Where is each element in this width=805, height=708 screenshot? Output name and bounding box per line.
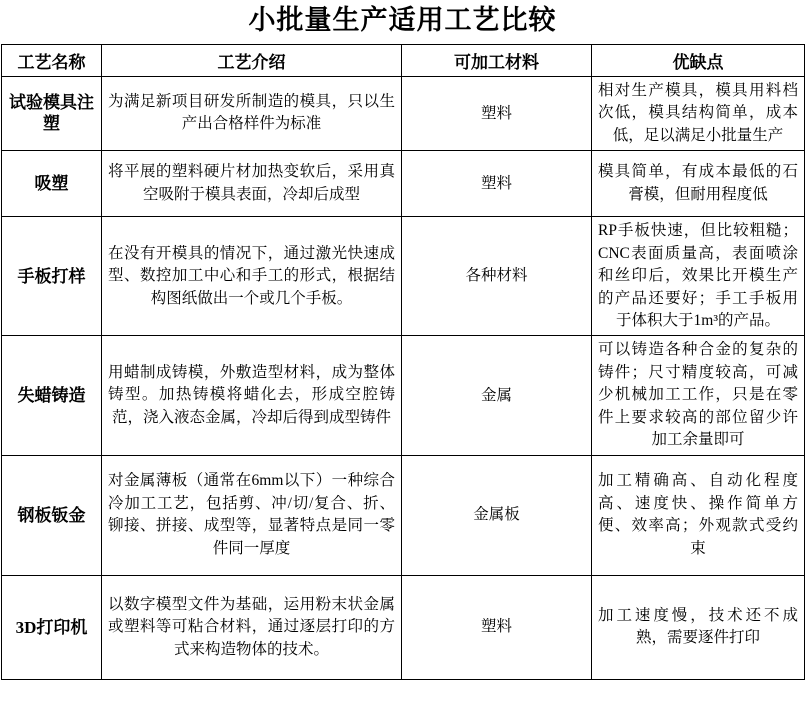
table-row bbox=[2, 575, 805, 679]
table-row bbox=[2, 336, 805, 455]
cell-process-name: 手板打样 bbox=[2, 217, 102, 336]
cell-pros-cons: RP手板快速，但比较粗糙；CNC表面质量高，表面喷涂和丝印后，效果比开模生产的产品还要好；手工手板用于体积大于1m³的产品。 bbox=[592, 217, 805, 336]
cell-pros-cons: 相对生产模具，模具用料档次低，模具结构简单，成本低，足以满足小批量生产 bbox=[592, 76, 805, 150]
cell-process-intro: 在没有开模具的情况下，通过激光快速成型、数控加工中心和手工的形式，根据结构图纸做出一个或几个手板。 bbox=[102, 217, 402, 336]
cell-pros-cons: 可以铸造各种合金的复杂的铸件；尺寸精度较高，可减少机械加工工作，只是在零件上要求较高的部位留少许加工余量即可 bbox=[592, 336, 805, 455]
page-title: 小批量生产适用工艺比较 bbox=[248, 5, 557, 35]
cell-process-intro: 为满足新项目研发所制造的模具，只以生产出合格样件为标准 bbox=[102, 76, 402, 150]
table-header bbox=[2, 44, 805, 76]
table-header-row bbox=[2, 44, 805, 76]
process-comparison-table bbox=[1, 44, 805, 680]
table-row bbox=[2, 76, 805, 150]
cell-material: 各种材料 bbox=[402, 217, 592, 336]
cell-process-name: 吸塑 bbox=[2, 151, 102, 217]
column-header-process-name: 工艺名称 bbox=[2, 44, 102, 76]
cell-process-intro: 对金属薄板（通常在6mm以下）一种综合冷加工工艺，包括剪、冲/切/复合、折、铆接、拼接、成型等，显著特点是同一零件同一厚度 bbox=[102, 455, 402, 575]
table-row bbox=[2, 151, 805, 217]
cell-process-name: 钢板钣金 bbox=[2, 455, 102, 575]
cell-material: 塑料 bbox=[402, 575, 592, 679]
cell-process-intro: 以数字模型文件为基础，运用粉末状金属或塑料等可粘合材料，通过逐层打印的方式来构造物体的技术。 bbox=[102, 575, 402, 679]
cell-material: 金属板 bbox=[402, 455, 592, 575]
table-body bbox=[2, 76, 805, 679]
cell-material: 金属 bbox=[402, 336, 592, 455]
cell-material: 塑料 bbox=[402, 151, 592, 217]
cell-process-name: 试验模具注塑 bbox=[2, 76, 102, 150]
column-header-process-intro: 工艺介绍 bbox=[102, 44, 402, 76]
table-row bbox=[2, 455, 805, 575]
cell-process-name: 3D打印机 bbox=[2, 575, 102, 679]
table-row bbox=[2, 217, 805, 336]
cell-material: 塑料 bbox=[402, 76, 592, 150]
cell-process-name: 失蜡铸造 bbox=[2, 336, 102, 455]
cell-process-intro: 用蜡制成铸模，外敷造型材料，成为整体铸型。加热铸模将蜡化去，形成空腔铸范，浇入液态金属，冷却后得到成型铸件 bbox=[102, 336, 402, 455]
cell-pros-cons: 模具简单，有成本最低的石膏模，但耐用程度低 bbox=[592, 151, 805, 217]
cell-pros-cons: 加工速度慢，技术还不成熟，需要逐件打印 bbox=[592, 575, 805, 679]
column-header-pros-cons: 优缺点 bbox=[592, 44, 805, 76]
column-header-materials: 可加工材料 bbox=[402, 44, 592, 76]
cell-process-intro: 将平展的塑料硬片材加热变软后，采用真空吸附于模具表面，冷却后成型 bbox=[102, 151, 402, 217]
cell-pros-cons: 加工精确高、自动化程度高、速度快、操作简单方便、效率高；外观款式受约束 bbox=[592, 455, 805, 575]
